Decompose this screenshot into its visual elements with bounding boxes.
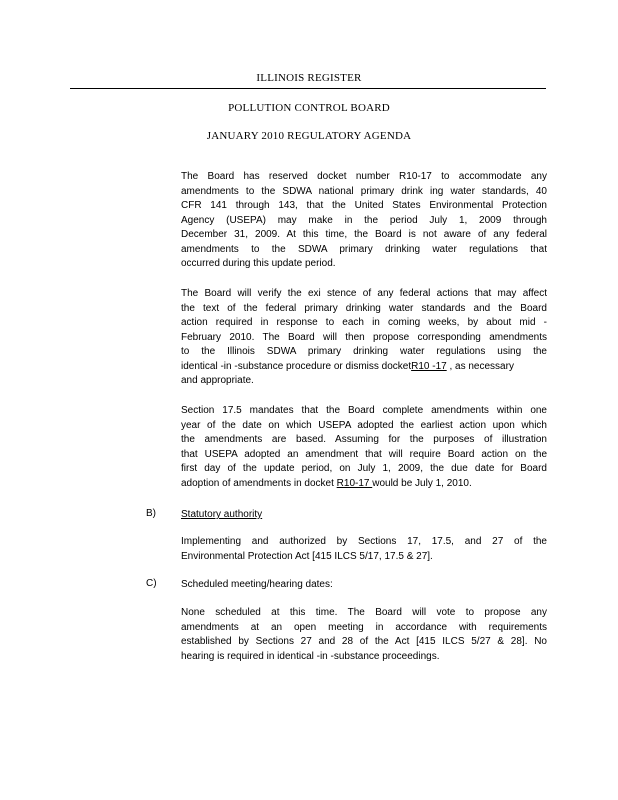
docket-number: R10 -17 bbox=[411, 360, 447, 372]
board-title: POLLUTION CONTROL BOARD bbox=[228, 102, 390, 114]
text-line: hearing is required in identical -in -substance proceedings. bbox=[181, 650, 440, 662]
agenda-title: JANUARY 2010 REGULATORY AGENDA bbox=[206, 130, 412, 142]
docket-number: R10-17 bbox=[336, 477, 373, 489]
text-line: December 31, 2009. At this time, the Board is not aware of any federal bbox=[181, 229, 547, 240]
paragraph-section-17-5 bbox=[181, 404, 547, 491]
section-title: Statutory authority bbox=[181, 509, 263, 520]
text-line: to the Illinois SDWA primary drinking water regulations using the bbox=[181, 346, 547, 357]
text-line: year of the date on which USEPA adopted the earliest action upon which bbox=[181, 419, 547, 431]
text-line: the text of the federal primary drinking water standards and the Board bbox=[181, 302, 547, 314]
text-line: amendments to the SDWA national primary drink ing water standards, 40 bbox=[181, 185, 547, 197]
text-line bbox=[181, 360, 547, 375]
text-line: None scheduled at this time. The Board will vote to propose any bbox=[181, 607, 547, 618]
text-line: Environmental Protection Act [415 ILCS 5/17, 17.5 & 27]. bbox=[181, 550, 433, 562]
section-b-body bbox=[181, 535, 547, 564]
text-line: Agency (USEPA) may make in the period July 1, 2009 through bbox=[181, 214, 547, 226]
text-line: amendments at an open meeting in accordance with requirements bbox=[181, 621, 547, 633]
text-line: established by Sections 27 and 28 of the Act [415 ILCS 5/27 & 28]. No bbox=[181, 636, 547, 647]
text-line: that USEPA adopted an amendment that will require Board action on the bbox=[181, 448, 547, 460]
text-line: Section 17.5 mandates that the Board complete amendments within one bbox=[181, 405, 547, 416]
line-text: identical -in -substance procedure or dismiss docket bbox=[181, 360, 412, 372]
text-line: Implementing and authorized by Sections 17, 17.5, and 27 of the bbox=[181, 536, 547, 547]
text-line: first day of the update period, on July 1, 2009, the due date for Board bbox=[181, 463, 547, 474]
section-b-letter: B) bbox=[146, 508, 156, 519]
text-line: The Board has reserved docket number R10-17 to accommodate any bbox=[181, 171, 547, 182]
section-c-letter: C) bbox=[146, 578, 157, 589]
text-line: amendments to the SDWA primary drinking water regulations that bbox=[181, 243, 547, 255]
paragraph-verify-actions bbox=[181, 287, 547, 389]
section-c-body bbox=[181, 606, 547, 664]
text-line: occurred during this update period. bbox=[181, 258, 336, 269]
line-text: would be July 1, 2010. bbox=[372, 477, 472, 489]
line-text: , as necessary bbox=[446, 360, 514, 372]
text-line bbox=[181, 477, 547, 492]
text-line: action required in response to each in coming weeks, by about mid - bbox=[181, 317, 547, 328]
text-line: CFR 141 through 143, that the United States Environmental Protection bbox=[181, 200, 547, 211]
text-line: and appropriate. bbox=[181, 375, 254, 386]
section-title: Scheduled meeting/hearing dates: bbox=[181, 579, 333, 590]
section-c-title bbox=[181, 578, 547, 593]
text-line: The Board will verify the exi stence of any federal actions that may affect bbox=[181, 288, 547, 299]
paragraph-reserved-docket bbox=[181, 170, 547, 272]
register-title: ILLINOIS REGISTER bbox=[256, 72, 362, 84]
header-rule bbox=[70, 88, 546, 89]
line-text: adoption of amendments in docket bbox=[181, 477, 337, 489]
section-b-title bbox=[181, 508, 547, 523]
text-line: February 2010. The Board will then propose corresponding amendments bbox=[181, 331, 547, 343]
text-line: the amendments are based. Assuming for the purposes of illustration bbox=[181, 434, 547, 445]
